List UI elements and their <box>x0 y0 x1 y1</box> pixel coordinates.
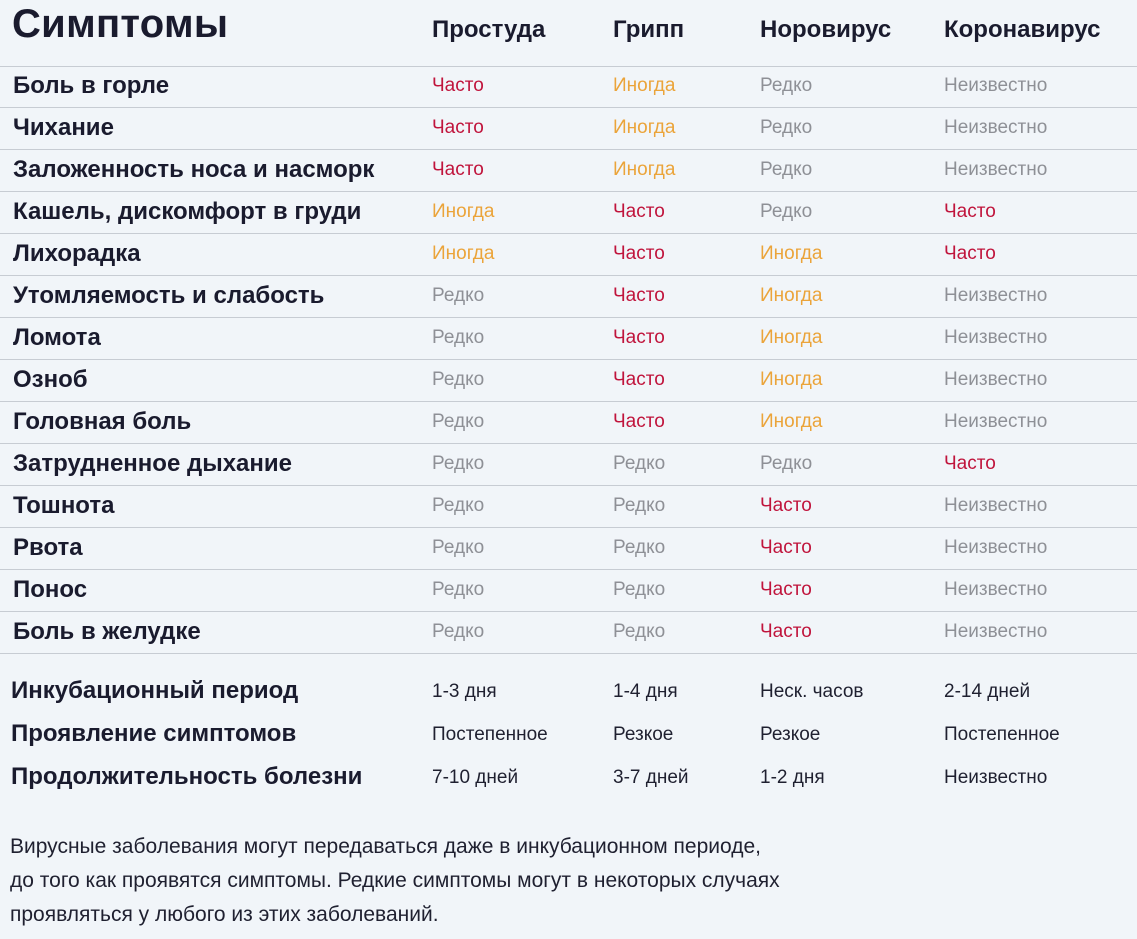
frequency-cell: Редко <box>760 453 813 474</box>
table-row <box>0 108 1137 150</box>
info-cell: Неск. часов <box>760 681 864 702</box>
frequency-cell: Часто <box>760 579 812 600</box>
table-row <box>0 234 1137 276</box>
frequency-cell: Неизвестно <box>944 159 1048 180</box>
info-cell: 2-14 дней <box>944 681 1031 702</box>
frequency-cell: Часто <box>613 327 665 348</box>
table-row <box>0 66 1137 108</box>
column-header-cold: Простуда <box>432 16 546 43</box>
table-row <box>0 192 1137 234</box>
info-cell: 1-3 дня <box>432 681 497 702</box>
frequency-cell: Редко <box>432 621 485 642</box>
frequency-cell: Часто <box>944 201 996 222</box>
frequency-cell: Редко <box>613 453 666 474</box>
frequency-cell: Часто <box>432 75 484 96</box>
frequency-cell: Иногда <box>432 243 495 264</box>
info-cell: Неизвестно <box>944 767 1048 788</box>
table-row <box>0 360 1137 402</box>
frequency-cell: Редко <box>432 495 485 516</box>
frequency-cell: Неизвестно <box>944 621 1048 642</box>
info-row <box>0 759 1137 799</box>
table-row <box>0 402 1137 444</box>
symptom-label: Кашель, дискомфорт в груди <box>13 198 362 225</box>
frequency-cell: Иногда <box>760 411 823 432</box>
table-row <box>0 318 1137 360</box>
frequency-cell: Неизвестно <box>944 75 1048 96</box>
symptom-label: Озноб <box>13 366 88 393</box>
symptom-label: Тошнота <box>13 492 115 519</box>
column-header-flu: Грипп <box>613 16 685 43</box>
info-label: Инкубационный период <box>11 677 299 704</box>
table-row <box>0 612 1137 654</box>
frequency-cell: Редко <box>760 159 813 180</box>
frequency-cell: Редко <box>760 75 813 96</box>
info-row <box>0 673 1137 713</box>
frequency-cell: Редко <box>432 285 485 306</box>
info-label: Проявление симптомов <box>11 720 297 747</box>
symptom-label: Затрудненное дыхание <box>13 450 292 477</box>
frequency-cell: Часто <box>613 369 665 390</box>
frequency-cell: Редко <box>432 453 485 474</box>
symptom-label: Заложенность носа и насморк <box>13 156 375 183</box>
frequency-cell: Иногда <box>613 159 676 180</box>
frequency-cell: Редко <box>432 327 485 348</box>
frequency-cell: Неизвестно <box>944 117 1048 138</box>
column-header-coronavirus: Коронавирус <box>944 16 1101 43</box>
page-title: Симптомы <box>12 2 229 46</box>
frequency-cell: Неизвестно <box>944 411 1048 432</box>
frequency-cell: Часто <box>760 621 812 642</box>
footnote-line: проявляться у любого из этих заболеваний. <box>10 903 439 926</box>
footnote <box>10 830 910 932</box>
frequency-cell: Иногда <box>760 327 823 348</box>
footnote-line: Вирусные заболевания могут передаваться даже в инкубационном периоде, <box>10 835 762 858</box>
frequency-cell: Неизвестно <box>944 369 1048 390</box>
frequency-cell: Часто <box>944 453 996 474</box>
frequency-cell: Редко <box>432 579 485 600</box>
symptom-label: Утомляемость и слабость <box>13 282 325 309</box>
frequency-cell: Редко <box>760 201 813 222</box>
frequency-cell: Редко <box>432 537 485 558</box>
info-cell: Постепенное <box>432 724 548 745</box>
info-cell: Резкое <box>613 724 674 745</box>
frequency-cell: Неизвестно <box>944 579 1048 600</box>
info-cell: 3-7 дней <box>613 767 689 788</box>
frequency-cell: Часто <box>613 201 665 222</box>
symptom-label: Головная боль <box>13 408 192 435</box>
frequency-cell: Иногда <box>760 369 823 390</box>
symptom-label: Боль в горле <box>13 72 170 99</box>
table-row <box>0 486 1137 528</box>
symptom-label: Боль в желудке <box>13 618 201 645</box>
frequency-cell: Неизвестно <box>944 285 1048 306</box>
info-cell: 1-2 дня <box>760 767 825 788</box>
frequency-cell: Иногда <box>432 201 495 222</box>
info-cell: Постепенное <box>944 724 1060 745</box>
info-cell: 1-4 дня <box>613 681 678 702</box>
frequency-cell: Редко <box>613 495 666 516</box>
info-cell: Резкое <box>760 724 821 745</box>
frequency-cell: Иногда <box>613 117 676 138</box>
frequency-cell: Неизвестно <box>944 537 1048 558</box>
table-row <box>0 444 1137 486</box>
frequency-cell: Часто <box>613 243 665 264</box>
frequency-cell: Редко <box>432 369 485 390</box>
info-cell: 7-10 дней <box>432 767 519 788</box>
frequency-cell: Иногда <box>613 75 676 96</box>
frequency-cell: Иногда <box>760 243 823 264</box>
table-header <box>0 0 1137 67</box>
frequency-cell: Часто <box>613 285 665 306</box>
frequency-cell: Часто <box>944 243 996 264</box>
frequency-cell: Часто <box>760 537 812 558</box>
frequency-cell: Редко <box>613 621 666 642</box>
frequency-cell: Часто <box>613 411 665 432</box>
symptom-label: Лихорадка <box>13 240 141 267</box>
symptom-label: Рвота <box>13 534 83 561</box>
frequency-cell: Часто <box>760 495 812 516</box>
column-header-norovirus: Норовирус <box>760 16 892 43</box>
footnote-line: до того как проявятся симптомы. Редкие симптомы могут в некоторых случаях <box>10 869 780 892</box>
info-label: Продолжительность болезни <box>11 763 363 790</box>
frequency-cell: Иногда <box>760 285 823 306</box>
frequency-cell: Редко <box>760 117 813 138</box>
info-row <box>0 716 1137 756</box>
frequency-cell: Неизвестно <box>944 495 1048 516</box>
frequency-cell: Часто <box>432 159 484 180</box>
frequency-cell: Часто <box>432 117 484 138</box>
symptom-label: Чихание <box>13 114 114 141</box>
table-row <box>0 276 1137 318</box>
frequency-cell: Редко <box>613 579 666 600</box>
symptom-label: Понос <box>13 576 88 603</box>
frequency-cell: Редко <box>432 411 485 432</box>
table-row <box>0 570 1137 612</box>
frequency-cell: Редко <box>613 537 666 558</box>
symptom-label: Ломота <box>13 324 101 351</box>
frequency-cell: Неизвестно <box>944 327 1048 348</box>
table-row <box>0 528 1137 570</box>
table-row <box>0 150 1137 192</box>
